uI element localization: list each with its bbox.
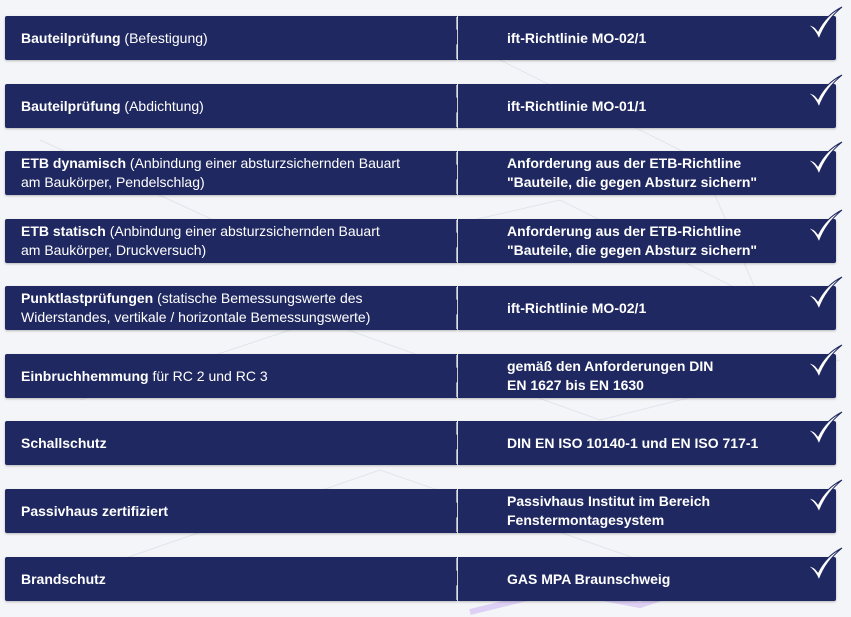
test-detail: (Anbindung einer absturzsichernden Bauart am Baukörper, Pendelschlag) [21,155,400,190]
certification-row [5,557,836,601]
certification-row [5,219,836,263]
test-name-text [21,97,204,116]
test-detail: (Anbindung einer absturzsichernden Bauart am Baukörper, Druckversuch) [21,223,380,258]
standard-text: Anforderung aus der ETB-Richtline "Bauteile, die gegen Absturz sichern" [507,155,758,190]
test-detail: (statische Bemessungswerte des Widerstandes, vertikale / horizontale Bemessungswerte) [21,290,371,325]
test-name-text [21,434,107,453]
test-detail: (Abdichtung) [120,97,204,114]
test-name-text [21,367,268,386]
test-name-cell [5,219,457,263]
test-name-cell [5,84,457,128]
test-label: Passivhaus zertifiziert [21,502,169,519]
test-label: Brandschutz [21,570,106,587]
test-label: Bauteilprüfung [21,29,121,46]
test-label: Einbruchhemmung [21,367,149,384]
test-name-cell [5,151,457,195]
standard-text: ift-Richtlinie MO-01/1 [507,97,647,114]
test-label: Punktlastprüfungen [21,290,154,306]
checkmark-icon [802,3,844,45]
standard-text: Passivhaus Institut im Bereich Fenstermontagesystem [507,493,711,528]
certification-row [5,84,836,128]
checkmark-icon [802,273,844,315]
standard-cell [458,84,836,128]
test-name-cell [5,354,457,398]
checkmark-icon [802,476,844,518]
test-name-text [21,570,106,589]
test-name-cell [5,16,457,60]
standard-cell [458,557,836,601]
test-name-text [21,154,401,192]
standard-cell [458,219,836,263]
test-label: ETB statisch [21,223,106,239]
standard-text: Anforderung aus der ETB-Richtline "Bauteile, die gegen Absturz sichern" [507,223,758,258]
checkmark-icon [802,138,844,180]
test-detail: (Befestigung) [120,29,208,46]
certification-row [5,151,836,195]
standard-text: gemäß den Anforderungen DIN EN 1627 bis EN 1630 [507,358,714,393]
checkmark-icon [802,408,844,450]
test-label: Bauteilprüfung [21,97,121,114]
certification-row [5,354,836,398]
test-detail: für RC 2 und RC 3 [148,367,268,384]
standard-text: GAS MPA Braunschweig [507,570,671,587]
test-label: ETB dynamisch [21,155,127,171]
test-name-text [21,289,421,327]
checkmark-icon [802,544,844,586]
standard-text: ift-Richtlinie MO-02/1 [507,299,647,316]
test-name-text [21,222,401,260]
standard-text: ift-Richtlinie MO-02/1 [507,29,647,46]
certification-row [5,421,836,465]
checkmark-icon [802,341,844,383]
standard-cell [458,421,836,465]
certification-row [5,286,836,330]
test-name-text [21,502,168,521]
standard-cell [458,151,836,195]
standard-cell [458,16,836,60]
test-name-cell [5,421,457,465]
test-name-cell [5,286,457,330]
test-name-cell [5,557,457,601]
certification-row [5,489,836,533]
checkmark-icon [802,71,844,113]
certification-row [5,16,836,60]
test-name-text [21,29,208,48]
standard-cell [458,354,836,398]
standard-text: DIN EN ISO 10140-1 und EN ISO 717-1 [507,434,759,451]
checkmark-icon [802,206,844,248]
test-label: Schallschutz [21,434,107,451]
standard-cell [458,489,836,533]
standard-cell [458,286,836,330]
test-name-cell [5,489,457,533]
